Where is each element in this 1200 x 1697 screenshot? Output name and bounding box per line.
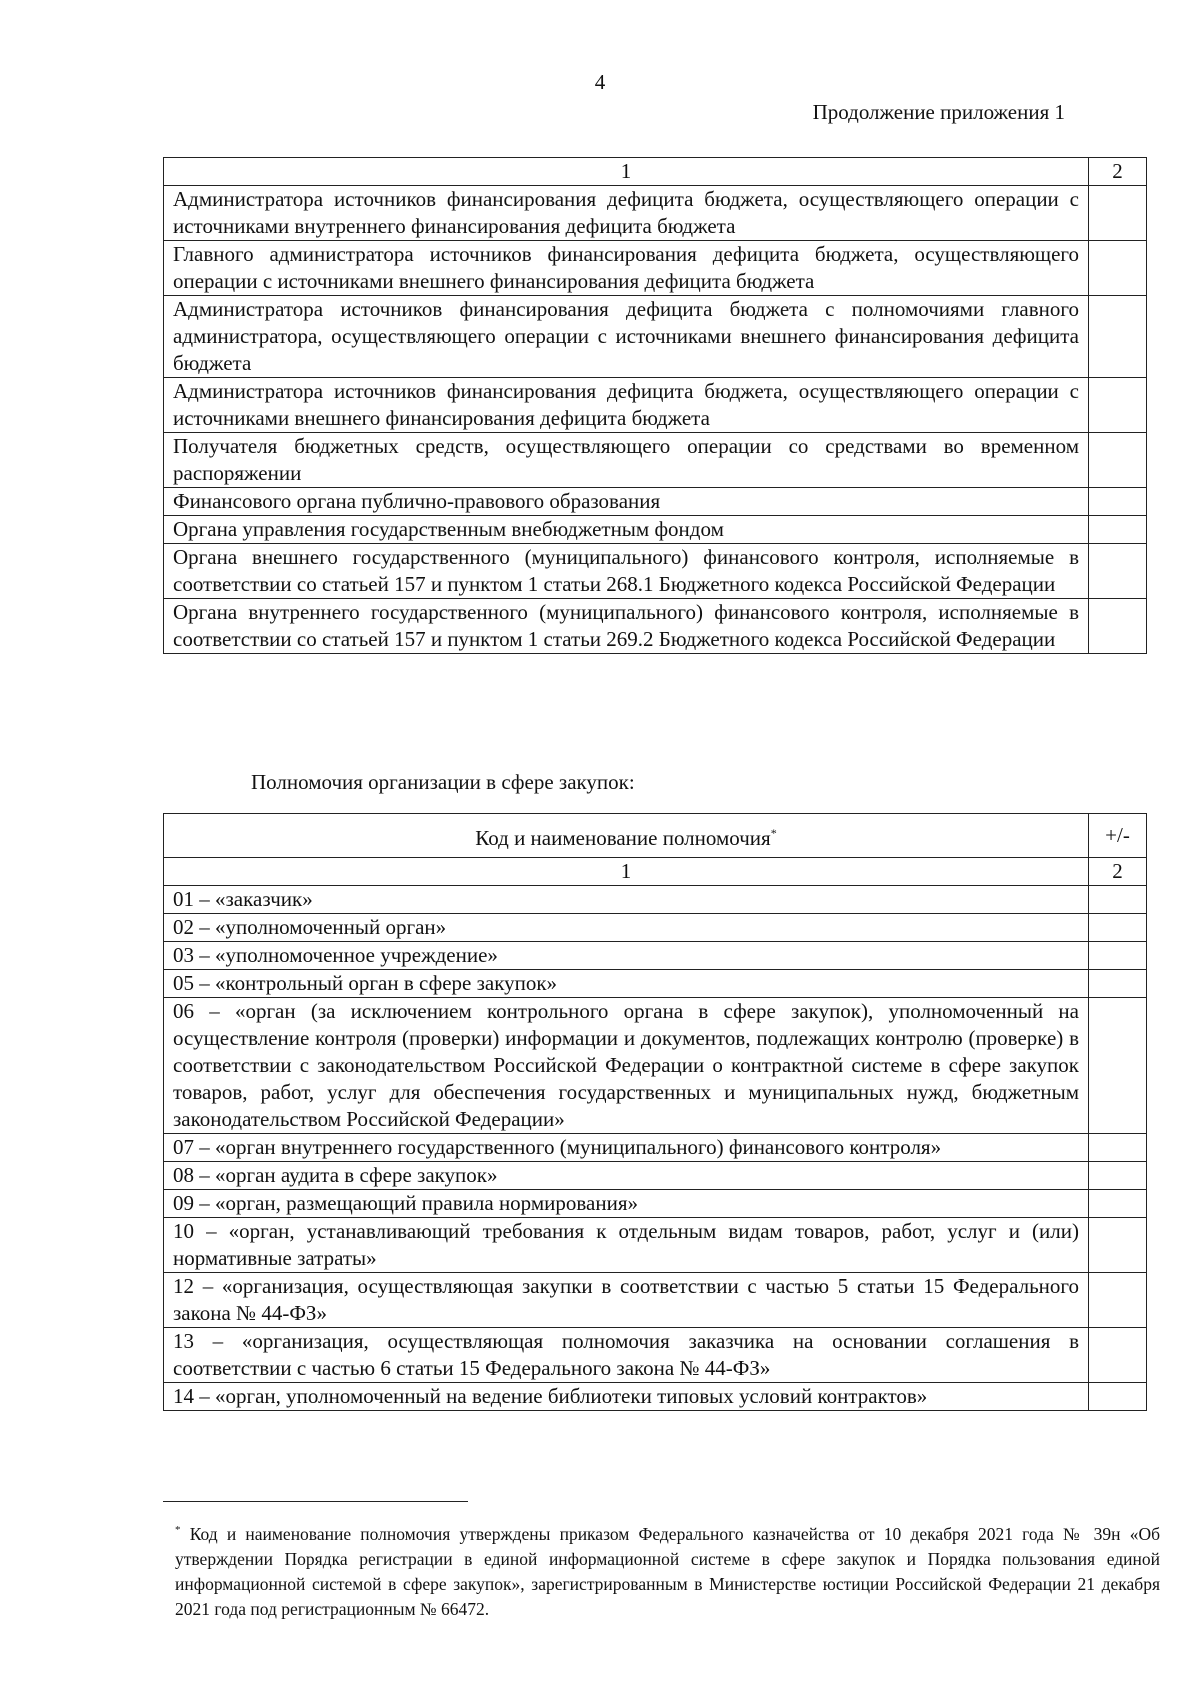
table-row: [164, 1162, 1147, 1190]
table-row: [164, 599, 1147, 654]
budget-roles-table-body: [164, 158, 1147, 654]
row-mark-cell[interactable]: [1089, 516, 1147, 544]
budget-roles-table: [163, 157, 1147, 654]
column-number: 1: [164, 858, 1089, 886]
header-code-name: [164, 814, 1089, 858]
row-text: 07 – «орган внутреннего государственного (муниципального) финансового контроля»: [164, 1134, 1089, 1162]
appendix-label: Продолжение приложения 1: [812, 100, 1065, 124]
table-row: [164, 186, 1147, 241]
row-text: 06 – «орган (за исключением контрольного органа в сфере закупок), уполномоченный на осуществление контроля (проверки) информации и документов, подлежащих контролю (проверке) в соответствии с законодательством Российской Федерации о контрактной системе в сфере закупок товаров, работ, услуг для обеспечения государственных и муниципальных нужд, бюджетным законодательством Российской Федерации»: [164, 998, 1089, 1134]
row-mark-cell[interactable]: [1089, 296, 1147, 378]
row-text: Органа управления государственным внебюджетным фондом: [164, 516, 1089, 544]
row-mark-cell[interactable]: [1089, 1328, 1147, 1383]
row-text: 13 – «организация, осуществляющая полномочия заказчика на основании соглашения в соответствии с частью 6 статьи 15 Федерального закона № 44-ФЗ»: [164, 1328, 1089, 1383]
row-text: Органа внутреннего государственного (муниципального) финансового контроля, исполняемые в соответствии со статьей 157 и пунктом 1 статьи 269.2 Бюджетного кодекса Российской Федерации: [164, 599, 1089, 654]
row-mark-cell[interactable]: [1089, 970, 1147, 998]
procurement-powers-table: [163, 813, 1147, 1411]
table-row: [164, 1134, 1147, 1162]
row-text: Главного администратора источников финансирования дефицита бюджета, осуществляющего операции с источниками внешнего финансирования дефицита бюджета: [164, 241, 1089, 296]
table-header-numbers: [164, 158, 1147, 186]
table-row: [164, 544, 1147, 599]
row-mark-cell[interactable]: [1089, 998, 1147, 1134]
row-text: Администратора источников финансирования дефицита бюджета, осуществляющего операции с источниками внутреннего финансирования дефицита бюджета: [164, 186, 1089, 241]
row-mark-cell[interactable]: [1089, 186, 1147, 241]
row-mark-cell[interactable]: [1089, 1218, 1147, 1273]
row-text: 05 – «контрольный орган в сфере закупок»: [164, 970, 1089, 998]
procurement-heading: Полномочия организации в сфере закупок:: [251, 770, 635, 794]
row-mark-cell[interactable]: [1089, 378, 1147, 433]
row-text: 01 – «заказчик»: [164, 886, 1089, 914]
footnote-mark: *: [175, 1524, 181, 1536]
table-row: [164, 378, 1147, 433]
row-text: Органа внешнего государственного (муниципального) финансового контроля, исполняемые в соответствии со статьей 157 и пунктом 1 статьи 268.1 Бюджетного кодекса Российской Федерации: [164, 544, 1089, 599]
table-row: [164, 914, 1147, 942]
table-row: [164, 241, 1147, 296]
table-header-numbers: [164, 858, 1147, 886]
row-mark-cell[interactable]: [1089, 1190, 1147, 1218]
table-row: [164, 488, 1147, 516]
table-row: [164, 1383, 1147, 1411]
table-row: [164, 998, 1147, 1134]
table-row: [164, 296, 1147, 378]
row-text: 03 – «уполномоченное учреждение»: [164, 942, 1089, 970]
row-mark-cell[interactable]: [1089, 886, 1147, 914]
table-row: [164, 1218, 1147, 1273]
row-mark-cell[interactable]: [1089, 544, 1147, 599]
table-row: [164, 942, 1147, 970]
table-row: [164, 433, 1147, 488]
row-text: 09 – «орган, размещающий правила нормирования»: [164, 1190, 1089, 1218]
row-mark-cell[interactable]: [1089, 1134, 1147, 1162]
row-mark-cell[interactable]: [1089, 942, 1147, 970]
row-text: Финансового органа публично-правового образования: [164, 488, 1089, 516]
row-mark-cell[interactable]: [1089, 1273, 1147, 1328]
table-header: [164, 814, 1147, 858]
row-mark-cell[interactable]: [1089, 241, 1147, 296]
column-number: 2: [1089, 158, 1147, 186]
table-row: [164, 970, 1147, 998]
row-mark-cell[interactable]: [1089, 1383, 1147, 1411]
row-mark-cell[interactable]: [1089, 488, 1147, 516]
header-plus-minus: +/-: [1089, 814, 1147, 858]
row-mark-cell[interactable]: [1089, 1162, 1147, 1190]
table-row: [164, 516, 1147, 544]
table-row: [164, 886, 1147, 914]
row-mark-cell[interactable]: [1089, 433, 1147, 488]
footnote-mark: *: [770, 825, 777, 840]
row-text: 02 – «уполномоченный орган»: [164, 914, 1089, 942]
procurement-powers-table-body: [164, 814, 1147, 1411]
row-text: 10 – «орган, устанавливающий требования к отдельным видам товаров, работ, услуг и (или) нормативные затраты»: [164, 1218, 1089, 1273]
row-mark-cell[interactable]: [1089, 599, 1147, 654]
footnote-separator: [163, 1501, 468, 1502]
row-text: 14 – «орган, уполномоченный на ведение библиотеки типовых условий контрактов»: [164, 1383, 1089, 1411]
page-number: 4: [594, 70, 606, 94]
column-number: 1: [164, 158, 1089, 186]
row-text: 12 – «организация, осуществляющая закупки в соответствии с частью 5 статьи 15 Федерального закона № 44-ФЗ»: [164, 1273, 1089, 1328]
row-text: 08 – «орган аудита в сфере закупок»: [164, 1162, 1089, 1190]
row-mark-cell[interactable]: [1089, 914, 1147, 942]
row-text: Получателя бюджетных средств, осуществляющего операции со средствами во временном распоряжении: [164, 433, 1089, 488]
table-row: [164, 1190, 1147, 1218]
footnote: [175, 1518, 1160, 1622]
row-text: Администратора источников финансирования дефицита бюджета, осуществляющего операции с источниками внешнего финансирования дефицита бюджета: [164, 378, 1089, 433]
table-row: [164, 1273, 1147, 1328]
header-code-name-text: Код и наименование полномочия: [475, 825, 771, 850]
table-row: [164, 1328, 1147, 1383]
footnote-text: Код и наименование полномочия утверждены приказом Федерального казначейства от 10 декабря 2021 года № 39н «Об утверждении Порядка регистрации в единой информационной системе в сфере закупок и Порядка пользования единой информационной системой в сфере закупок», зарегистрированным в Министерстве юстиции Российской Федерации 21 декабря 2021 года под регистрационным № 66472.: [175, 1524, 1161, 1619]
row-text: Администратора источников финансирования дефицита бюджета с полномочиями главного администратора, осуществляющего операции с источниками внешнего финансирования дефицита бюджета: [164, 296, 1089, 378]
column-number: 2: [1089, 858, 1147, 886]
